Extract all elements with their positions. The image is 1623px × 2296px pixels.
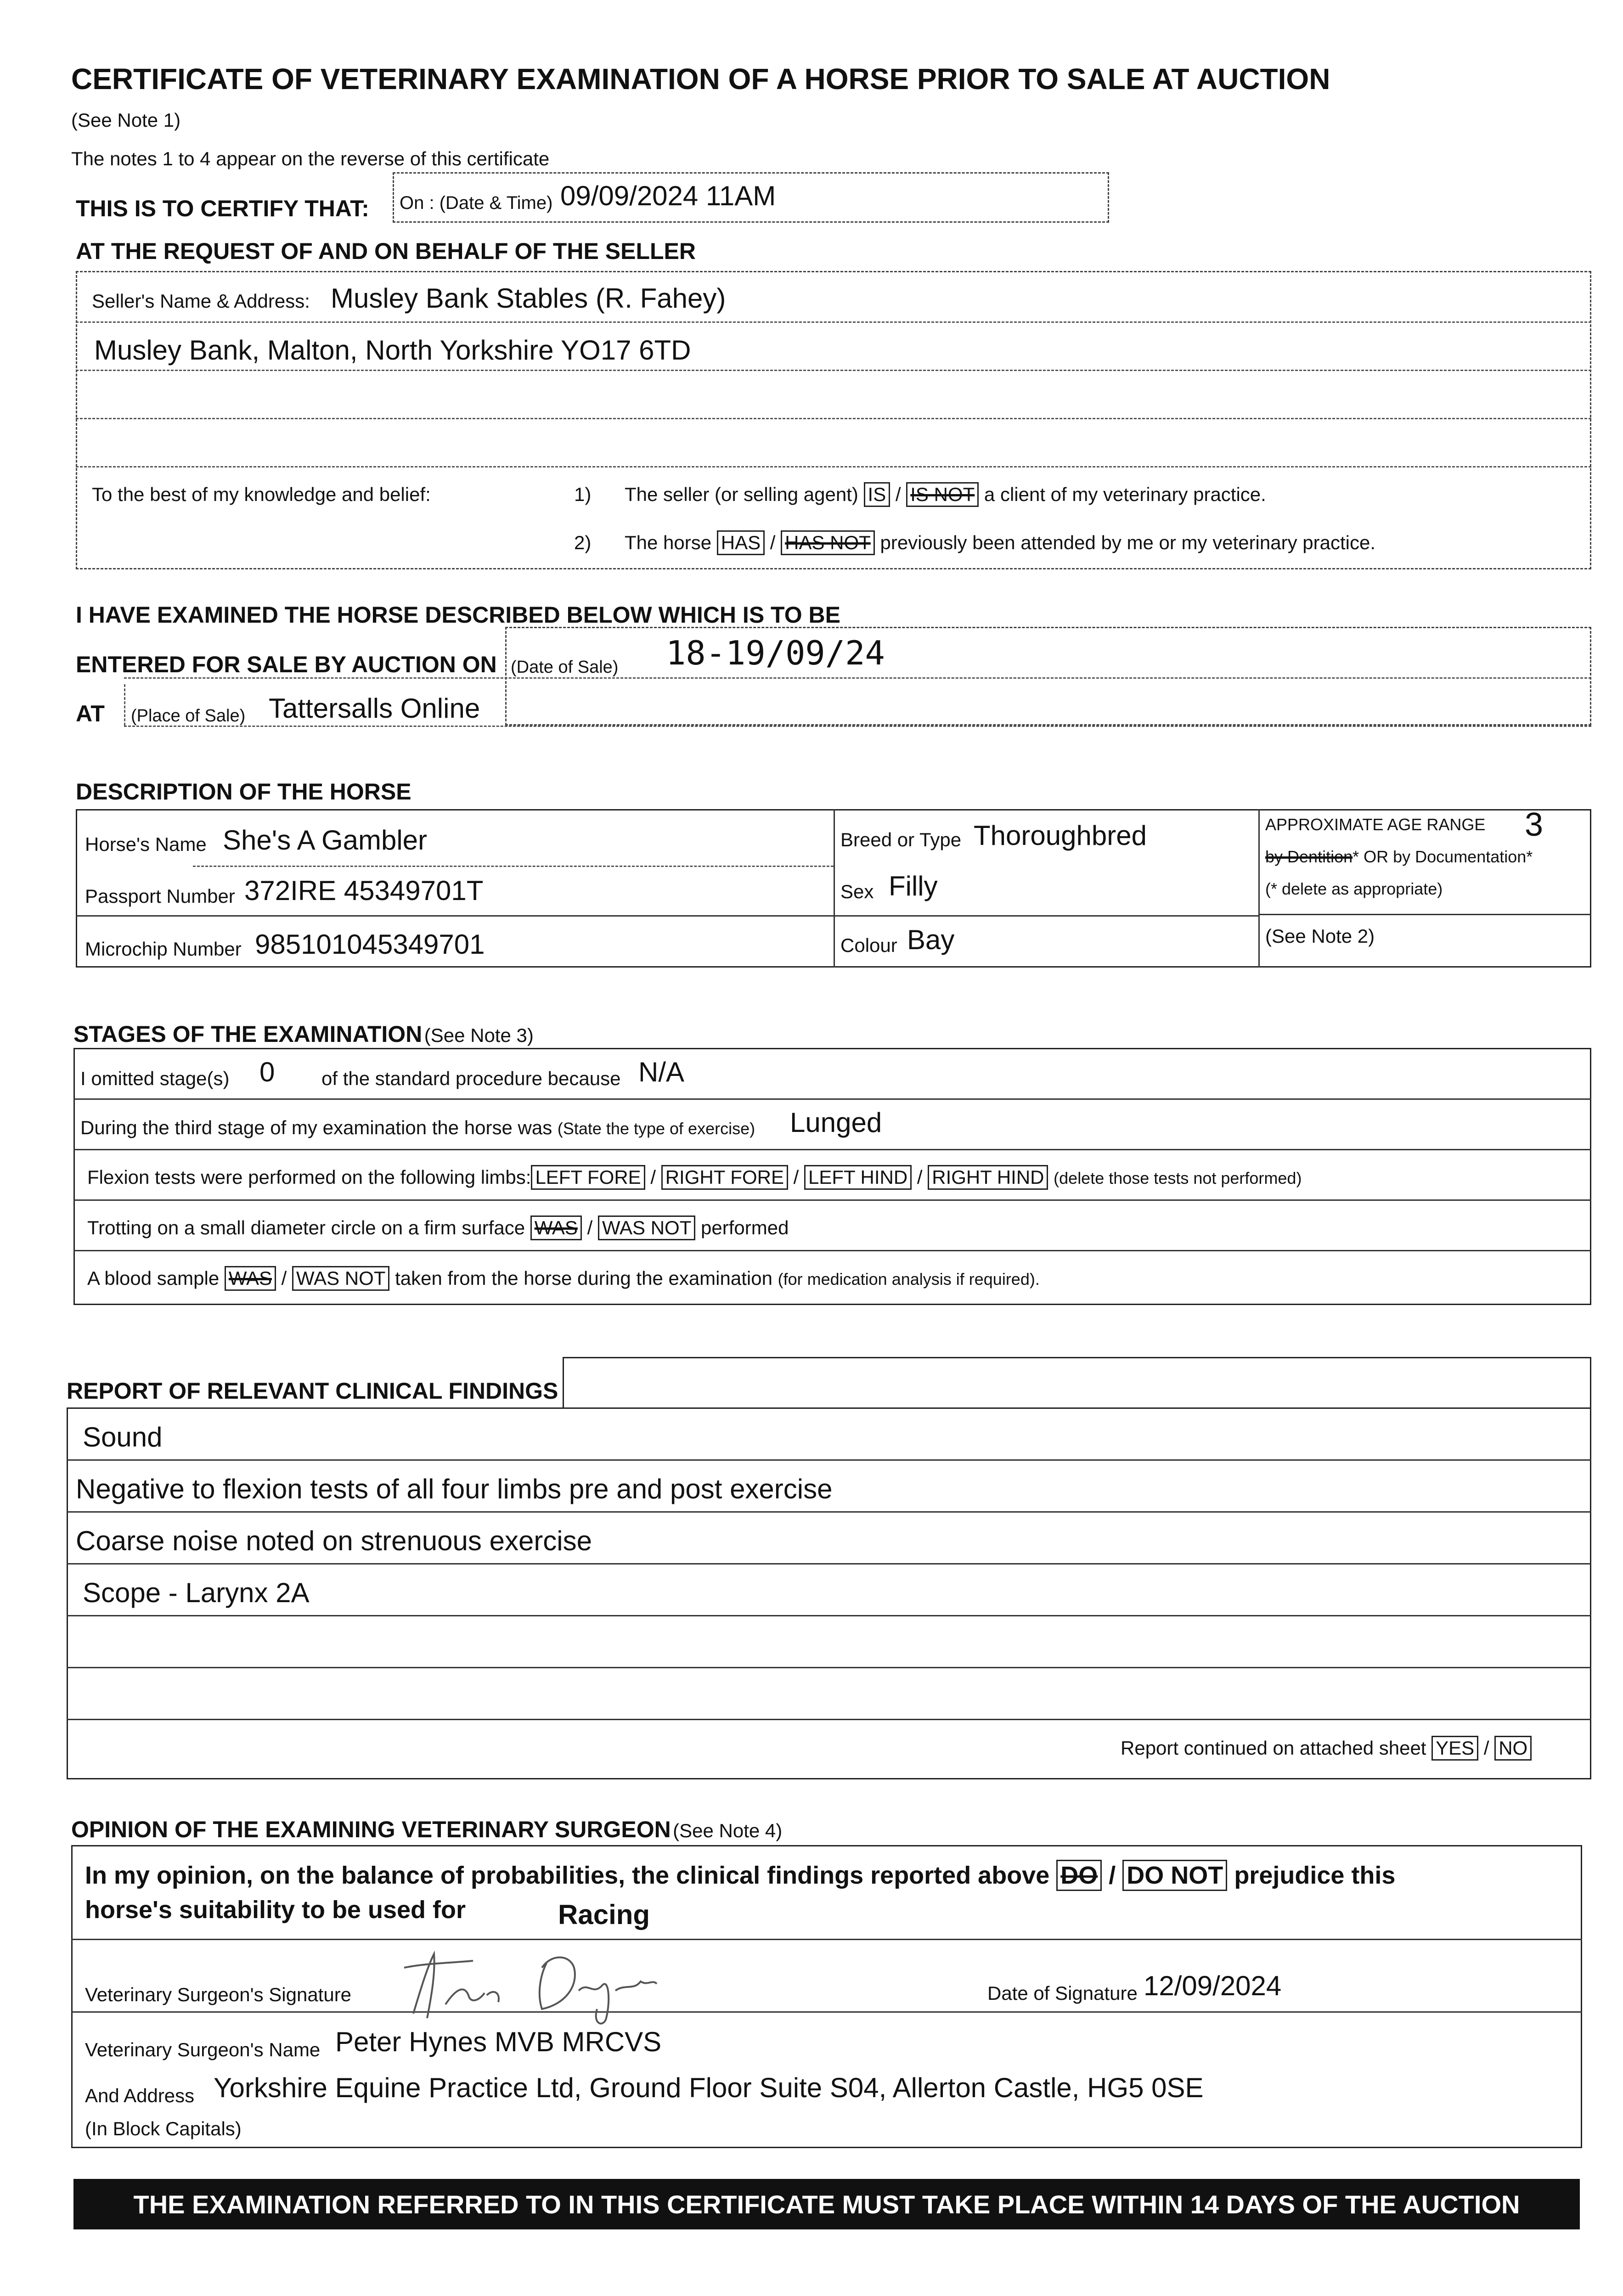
sale-place-label: (Place of Sale): [131, 706, 246, 726]
opinion-text: In my opinion, on the balance of probabilities, the clinical findings reported above: [85, 1862, 1050, 1889]
exam-date-value: 09/09/2024 11AM: [560, 180, 776, 211]
sale-place-value[interactable]: Tattersalls Online: [269, 693, 480, 724]
flexion-label: Flexion tests were performed on the following limbs:: [87, 1166, 531, 1188]
item2-number: 2): [574, 532, 592, 553]
colour-label: Colour: [840, 934, 897, 956]
sex-label: Sex: [840, 881, 874, 902]
blood-was-not-option[interactable]: WAS NOT: [292, 1266, 389, 1291]
sale-date-label: (Date of Sale): [511, 658, 619, 677]
age-by-dentition-option[interactable]: by Dentition: [1265, 847, 1353, 866]
belief-label: To the best of my knowledge and belief:: [92, 484, 431, 505]
signature-date-label: Date of Signature: [987, 1982, 1138, 2004]
blood-sample-row: A blood sample WAS / WAS NOT taken from the horse during the examination (for medication analysis if required).: [87, 1266, 1040, 1291]
finding-line-2[interactable]: Negative to flexion tests of all four limbs pre and post exercise: [76, 1474, 833, 1504]
item1-number: 1): [574, 484, 592, 505]
microchip-value[interactable]: 985101045349701: [255, 929, 485, 960]
stages-heading-row: [73, 1021, 534, 1047]
blood-was-option[interactable]: WAS: [225, 1266, 276, 1291]
omitted-because-value[interactable]: N/A: [638, 1057, 685, 1087]
trotting-label: Trotting on a small diameter circle on a firm surface: [87, 1217, 525, 1238]
description-heading: DESCRIPTION OF THE HORSE: [76, 779, 411, 805]
horse-name-label: Horse's Name: [85, 833, 207, 855]
findings-heading: REPORT OF RELEVANT CLINICAL FINDINGS: [67, 1378, 558, 1404]
exam-date-label: On : (Date & Time): [400, 193, 553, 213]
report-continued-row: Report continued on attached sheet YES / NO: [1121, 1736, 1532, 1761]
trotting-row: Trotting on a small diameter circle on a firm surface WAS / WAS NOT performed: [87, 1216, 789, 1240]
stages-heading: STAGES OF THE EXAMINATION: [73, 1021, 423, 1047]
colour-value[interactable]: Bay: [907, 924, 955, 955]
age-method: [1265, 847, 1533, 867]
signature-label: Veterinary Surgeon's Signature: [85, 1984, 352, 2005]
flexion-right-hind[interactable]: RIGHT HIND: [928, 1165, 1048, 1190]
opinion-suitability: horse's suitability to be used for: [85, 1896, 466, 1924]
vet-name-label: Veterinary Surgeon's Name: [85, 2039, 321, 2060]
item1-post: a client of my veterinary practice.: [984, 484, 1266, 505]
passport-label: Passport Number: [85, 885, 235, 907]
opinion-statement: In my opinion, on the balance of probabilities, the clinical findings reported above DO / DO NOT prejudice this: [85, 1860, 1395, 1891]
sex-value[interactable]: Filly: [889, 871, 938, 901]
blood-sample-label: A blood sample: [87, 1267, 220, 1289]
omitted-stages-label: I omitted stage(s): [80, 1068, 230, 1089]
vet-address-value[interactable]: Yorkshire Equine Practice Ltd, Ground Floor Suite S04, Allerton Castle, HG5 0SE: [214, 2072, 1204, 2103]
finding-line-3[interactable]: Coarse noise noted on strenuous exercise: [76, 1525, 592, 1556]
breed-value[interactable]: Thoroughbred: [974, 820, 1147, 851]
opinion-text-post: prejudice this: [1234, 1862, 1396, 1889]
microchip-label: Microchip Number: [85, 938, 242, 960]
report-continued-yes[interactable]: YES: [1431, 1736, 1478, 1761]
certify-heading: THIS IS TO CERTIFY THAT:: [76, 196, 369, 221]
seller-address-value[interactable]: Musley Bank, Malton, North Yorkshire YO17 6TD: [94, 335, 691, 366]
finding-line-1[interactable]: Sound: [83, 1422, 163, 1452]
flexion-note: (delete those tests not performed): [1054, 1169, 1302, 1187]
omitted-stages-value[interactable]: 0: [259, 1057, 275, 1087]
third-stage-label: During the third stage of my examination the horse was: [80, 1117, 552, 1138]
seller-is-option[interactable]: IS: [864, 482, 890, 507]
omitted-because-label: of the standard procedure because: [321, 1068, 621, 1089]
vet-name-value[interactable]: Peter Hynes MVB MRCVS: [335, 2026, 662, 2057]
request-heading: AT THE REQUEST OF AND ON BEHALF OF THE SELLER: [76, 238, 696, 264]
footer-banner: THE EXAMINATION REFERRED TO IN THIS CERTIFICATE MUST TAKE PLACE WITHIN 14 DAYS OF THE AUCTION: [73, 2179, 1580, 2229]
opinion-do-option[interactable]: DO: [1056, 1860, 1102, 1891]
flexion-left-fore[interactable]: LEFT FORE: [531, 1165, 645, 1190]
sale-at-label: AT: [76, 701, 105, 726]
finding-line-4[interactable]: Scope - Larynx 2A: [83, 1577, 310, 1608]
age-label: APPROXIMATE AGE RANGE: [1265, 815, 1486, 834]
third-stage-value[interactable]: Lunged: [790, 1107, 882, 1138]
report-continued-no[interactable]: NO: [1494, 1736, 1532, 1761]
vet-address-label: And Address: [85, 2085, 195, 2106]
horse-has-not-option[interactable]: HAS NOT: [781, 530, 875, 555]
seller-name-value[interactable]: Musley Bank Stables (R. Fahey): [331, 283, 726, 314]
opinion-use-value[interactable]: Racing: [558, 1899, 650, 1930]
examined-heading: I HAVE EXAMINED THE HORSE DESCRIBED BELOW WHICH IS TO BE: [76, 602, 840, 628]
seller-client-item: 1) The seller (or selling agent) IS / IS NOT a client of my veterinary practice.: [574, 482, 1266, 507]
opinion-heading: OPINION OF THE EXAMINING VETERINARY SURGEON: [71, 1817, 671, 1842]
age-delete-note: (* delete as appropriate): [1265, 879, 1443, 898]
seller-is-not-option[interactable]: IS NOT: [906, 482, 979, 507]
signature-date-value[interactable]: 12/09/2024: [1144, 1970, 1282, 2001]
trotting-post: performed: [701, 1217, 789, 1238]
see-note-1: (See Note 1): [71, 109, 181, 131]
block-capitals-note: (In Block Capitals): [85, 2118, 242, 2139]
trotting-was-not-option[interactable]: WAS NOT: [598, 1216, 695, 1240]
sale-date-value[interactable]: 18-19/09/24: [666, 634, 885, 672]
item2-post: previously been attended by me or my veterinary practice.: [880, 532, 1375, 553]
age-value[interactable]: 3: [1525, 806, 1544, 843]
flexion-right-fore[interactable]: RIGHT FORE: [661, 1165, 788, 1190]
findings-header-box: [563, 1357, 1591, 1407]
report-continued-label: Report continued on attached sheet: [1121, 1737, 1426, 1759]
vet-signature: [377, 1940, 735, 2032]
opinion-heading-row: [71, 1816, 782, 1843]
sale-date-heading: ENTERED FOR SALE BY AUCTION ON: [76, 652, 497, 677]
opinion-do-not-option[interactable]: DO NOT: [1122, 1860, 1227, 1891]
seller-name-label: Seller's Name & Address:: [92, 290, 310, 312]
trotting-was-option[interactable]: WAS: [530, 1216, 582, 1240]
item2-text: The horse: [624, 532, 712, 553]
blood-sample-post: taken from the horse during the examination: [395, 1267, 772, 1289]
horse-name-value[interactable]: She's A Gambler: [223, 825, 428, 855]
page-title: CERTIFICATE OF VETERINARY EXAMINATION OF A HORSE PRIOR TO SALE AT AUCTION: [71, 62, 1330, 96]
age-or-documentation: * OR by Documentation*: [1352, 847, 1533, 866]
horse-attended-item: 2) The horse HAS / HAS NOT previously been attended by me or my veterinary practice.: [574, 530, 1375, 555]
seller-section: [76, 271, 1591, 569]
third-stage-row: [80, 1117, 755, 1139]
age-see-note-2: (See Note 2): [1265, 925, 1375, 947]
opinion-see-note-4: (See Note 4): [673, 1820, 783, 1841]
horse-has-option[interactable]: HAS: [717, 530, 765, 555]
notes-line: The notes 1 to 4 appear on the reverse of this certificate: [71, 148, 550, 169]
stages-see-note-3: (See Note 3): [424, 1024, 534, 1046]
breed-label: Breed or Type: [840, 829, 962, 850]
item1-text: The seller (or selling agent): [624, 484, 858, 505]
flexion-row: Flexion tests were performed on the following limbs: LEFT FORE / RIGHT FORE / LEFT HIND / RIGHT HIND (delete those tests not performed): [87, 1165, 1302, 1190]
flexion-left-hind[interactable]: LEFT HIND: [804, 1165, 912, 1190]
passport-value[interactable]: 372IRE 45349701T: [244, 875, 484, 906]
third-stage-note: (State the type of exercise): [557, 1119, 755, 1138]
blood-sample-note: (for medication analysis if required).: [778, 1270, 1040, 1289]
